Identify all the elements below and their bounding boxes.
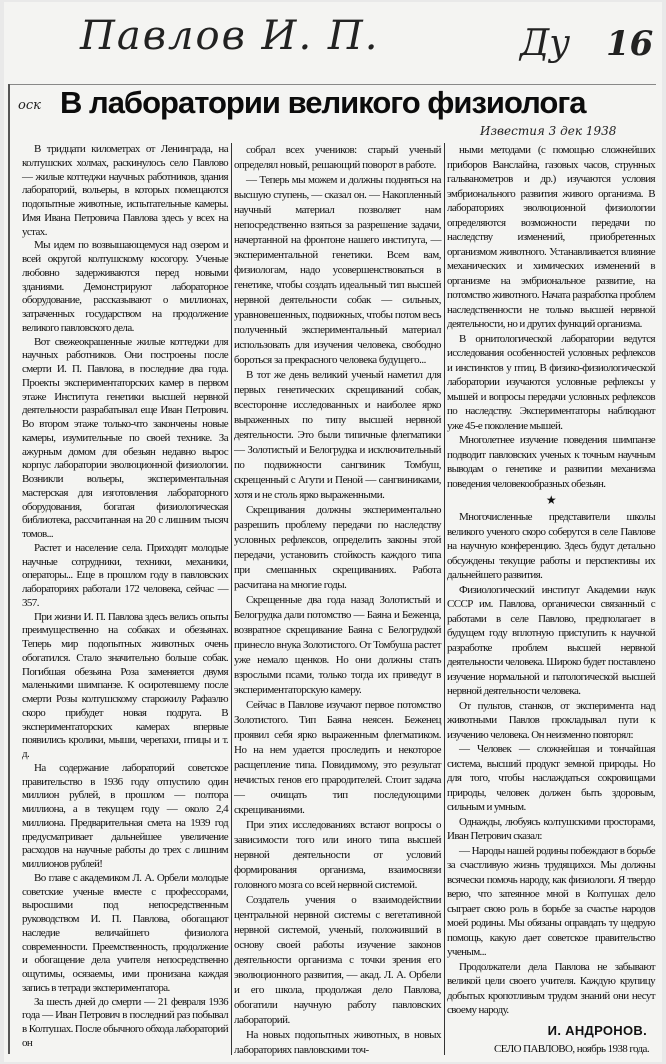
paragraph: Скрещивания должны экспериментально разрешить проблему передачи по наследству условных рефлексов, определить законы этой передачи, установить стойкость каждого типа при смешанных скрещиваниях. Работа расчитана на многие годы. xyxy=(234,504,441,591)
paragraph: На содержание лабораторий советское правительство в 1936 году отпустило один миллион рублей, в прошлом — полтора миллиона, а в текущем году — около 2,4 миллиона. Предварительная смета на 1939 год предусматривает дальнейшее увеличение расходов на научные работы до трех с лишним миллионов рублей! xyxy=(22,761,228,870)
paragraph: При этих исследованиях встают вопросы о зависимости того или иного типа высшей нервной деятельности от условий формирования организма, взаимосвязи головного мозга со всей нервной системой. xyxy=(234,819,441,891)
column-divider xyxy=(444,143,445,1055)
paragraph: В орнитологической лаборатории ведутся исследования особенностей условных рефлексов и инстинктов у птиц. В физико-физиологической лаборатории изучаются условные рефлексы у мышей и вопросы передачи условных рефлексов по наследству. Экспериментаторы наблюдают уже 45-е поколение мышей. xyxy=(447,332,655,432)
column-1 xyxy=(22,143,228,1051)
handwritten-note: оск xyxy=(18,98,41,113)
paragraph: собрал всех учеников: старый ученый определял новый, решающий поворот в работе. xyxy=(234,144,441,171)
paragraph: — Теперь мы можем и должны подняться на высшую ступень, — сказал он. — Накопленный научный материал позволяет нам непосредственно взяться за разрешение задачи, начертанной на фронтоне нашего института, — экспериментальной генетики. Всем вам, физиологам, надо усовершенствоваться в генетике, чтобы создать идеальный тип высшей нервной деятельности собак — сильных, уравновешенных, подвижных, чтобы потом весь полученный экспериментальный материал использовать для изучения человека, свободно бороться за прекрасного человека будущего... xyxy=(234,174,441,366)
paragraph: Мы идем по возвышающемуся над озером и всей округой колтушскому косогору. Ученые любовно задерживаются перед новыми зданиями. Демонстрируют лабораторное оборудование, рассказывают о миллионах, затраченных государством на продолжение великого павловского дела. xyxy=(22,239,228,334)
paragraph: Однажды, любуясь колтушскими просторами, Иван Петрович сказал: xyxy=(447,815,655,842)
paragraph: Многолетнее изучение поведения шимпанзе подводит павловских ученых к точным научным выводам о генетике и развитии механизма поведения человекообразных обезьян. xyxy=(447,434,655,490)
paragraph: Вот свежеокрашенные жилые коттеджи для научных работников. Они построены после смерти И. П. Павлова, в последние два года. Проекты экспериментаторских камер в первом этаже Института генетики высшей нервной деятельности разрабатывал еще Иван Петрович. Во втором этаже только-что закончены новые камеры, изумительные по своей технике. За ажурным домом для обезьян недавно вырос корпус лаборатории эволюционной физиологии. Возникли вольеры, экспериментальная мастерская для изготовления лабораторного оборудования, богатая физиологическая библиотека, рассчитанная на 20 с лишним тысяч томов... xyxy=(22,335,228,540)
paragraph: От пультов, станков, от эксперимента над животными Павлов прокладывал пути к изучению человека. Он неизменно повторял: xyxy=(447,699,655,741)
dateline: СЕЛО ПАВЛОВО, ноябрь 1938 года. xyxy=(494,1042,649,1055)
paragraph: За шесть дней до смерти — 21 февраля 1936 года — Иван Петрович в последний раз побывал в Колтушах. После обычного обхода лабораторий он xyxy=(22,995,228,1049)
handwritten-source: Известия 3 дек 1938 xyxy=(480,124,617,138)
paragraph: — Человек — сложнейшая и тончайшая система, высший продукт земной природы. Но для того, чтобы наслаждаться сокровищами природы, человек должен быть здоровым, сильным и умным. xyxy=(447,743,655,813)
paragraph: Во главе с академиком Л. А. Орбели молодые советские ученые вместе с профессорами, выросшими под непосредственным руководством И. П. Павлова, обогащают наследие величайшего физиолога современности. Преемственность, продолжение и обогащение дела учителя непосредственно ощутимы, осязаемы, ими пронизана каждая запись в тетради экспериментатора. xyxy=(22,871,228,994)
article-title: В лаборатории великого физиолога xyxy=(60,85,586,120)
paragraph: Многочисленные представители школы великого ученого скоро соберутся в селе Павлове на научную конференцию. Здесь будут детально обсуждены текущие работы и перспективы их дальнейшего развития. xyxy=(447,511,655,581)
handwritten-number: 16 xyxy=(606,24,654,64)
paragraph: В тот же день великий ученый наметил для первых генетических скрещиваний собак, всесторонне исследованных и наиболее ярко выраженных по типу высшей нервной деятельности. Это были типичные флегматики — Золотистый и Белогрудка и исключительный по подвижности сангвиник Томбуш, скрещенный с Агути и Пеной — сангвиниками, хотя и не столь ярко выраженными. xyxy=(234,369,441,501)
paragraph: ными методами (с помощью сложнейших приборов Ванслайна, газовых часов, струнных гальванометров и др.) изучаются условия эмбрионального развития живого организма. В лабораториях эволюционной физиологии определяются возможности передачи по наследству изменений, приобретенных организмом животного. Устанавливается влияние механических и химических изменений в организме на эмбриональное развитие, на потомство животного. Начата разработка проблем наследственности не только высшей нервной деятельности, но и других функций организма. xyxy=(447,144,655,330)
column-3 xyxy=(447,143,655,1057)
paragraph: Скрещенные два года назад Золотистый и Белогрудка дали потомство — Баяна и Беженца, возвратное скрещивание Баяна с Белогрудкой принесло внука Золотистого. От Томбуша растет уже немало щенков. Но они должны стать взрослыми псами, только тогда их приведут в экспериментаторскую камеру. xyxy=(234,594,441,696)
column-2 xyxy=(234,143,441,1058)
paragraph: Создатель учения о взаимодействии центральной нервной системы с вегетативной нервной системой, ученый, положивший в основу своей работы изучение законов деятельности организма с точки зрения его эволюционного развития, — акад. Л. А. Орбели и его школа, продолжая дело Павлова, обогатили научную работу павловских лабораторий. xyxy=(234,894,441,1026)
paragraph: При жизни И. П. Павлова здесь велись опыты преимущественно на собаках и обезьянах. Теперь мир подопытных животных очень обогатился. Стало значительно больше собак. Погибшая обезьяна Роза заменяется двумя маленькими шимпанзе. К осиротевшему после смерти Розы колтушскому старожилу Рафаэлю скоро прибудет новая подруга. В экспериментаторских камерах впервые появились кролики, мыши, черепахи, птицы и т. д. xyxy=(22,610,228,760)
paragraph: Растет и население села. Приходят молодые научные сотрудники, техники, механики, операторы... Еще в прошлом году в павловских лабораториях работали 172 человека, сейчас — 357. xyxy=(22,541,228,609)
frame-left-rule xyxy=(8,84,10,1054)
handwritten-name: Павлов И. П. xyxy=(80,13,380,59)
paragraph: На новых подопытных животных, в новых лабораториях павловскими точ- xyxy=(234,1029,441,1056)
star-separator-icon: ★ xyxy=(545,493,557,507)
paragraph: Продолжатели дела Павлова не забывают великой цели своего учителя. Каждую крупицу добытых кропотливым трудом знаний они несут своему народу. xyxy=(447,960,655,1016)
paragraph: В тридцати километрах от Ленинграда, на колтушских холмах, раскинулось село Павлово — жилые коттеджи научных работников, здания лабораторий, вольеры, в которых помещаются подопытные животные, испытательные камеры. Имя Ивана Петровича Павлова здесь у всех на устах. xyxy=(22,143,228,238)
paragraph: Физиологический институт Академии наук СССР им. Павлова, органически связанный с работами в селе Павлово, предполагает в будущем году вплотную приступить к научной разработке проблем высшей нервной деятельности человека. Широко будет поставлено изучение нормальной и патологической высшей нервной деятельности человека. xyxy=(447,583,655,697)
author-signature: И. АНДРОНОВ. xyxy=(547,1022,647,1038)
column-divider xyxy=(231,143,232,1055)
handwritten-mark: Ду xyxy=(520,23,571,64)
paragraph: — Народы нашей родины побеждают в борьбе за счастливую жизнь трудящихся. Мы должны всячески помочь народу, как физиологи. Я твердо верю, что затеянное мной в Колтушах дело сыграет свою роль в борьбе за счастье народов моей родины. Мы обязаны оправдать ту щедрую помощь, какую дает советское правительство ученым... xyxy=(447,844,655,958)
paragraph: Сейчас в Павлове изучают первое потомство Золотистого. Тип Баяна неясен. Беженец проявил себя ярко выраженным флегматиком. Но на нем удается проследить и некоторое расщепление типа. Повидимому, это результат нечистых генов его прародителей. Стоит задача — очищать тип последующими скрещиваниями. xyxy=(234,699,441,816)
